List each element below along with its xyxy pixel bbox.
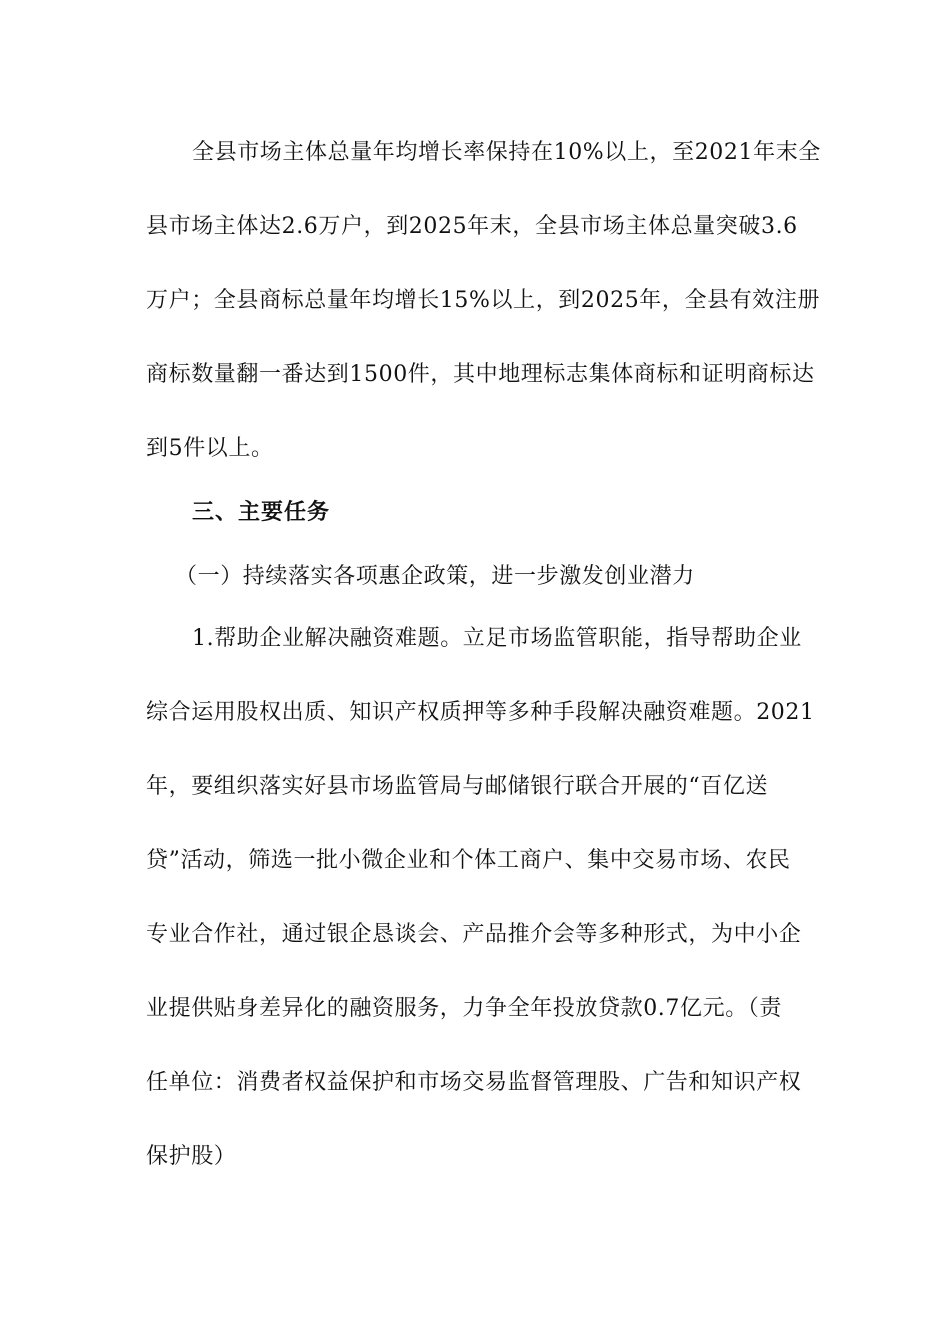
- paragraph-line: 任单位：消费者权益保护和市场交易监督管理股、广告和知识产权: [146, 1070, 802, 1095]
- paragraph-line: 贷”活动，筛选一批小微企业和个体工商户、集中交易市场、农民: [146, 848, 791, 873]
- paragraph-line: 保护股）: [146, 1144, 237, 1169]
- paragraph-line: 万户；全县商标总量年均增长15%以上，到2025年，全县有效注册: [146, 288, 821, 313]
- section-heading: 三、主要任务: [192, 500, 331, 525]
- paragraph-line: 县市场主体达2.6万户，到2025年末，全县市场主体总量突破3.6: [146, 214, 798, 239]
- paragraph-line: 到5件以上。: [146, 436, 274, 461]
- paragraph-line: 业提供贴身差异化的融资服务，力争全年投放贷款0.7亿元。（责: [146, 996, 782, 1021]
- paragraph-line: 专业合作社，通过银企恳谈会、产品推介会等多种形式，为中小企: [146, 922, 802, 947]
- paragraph-line: 商标数量翻一番达到1500件，其中地理标志集体商标和证明商标达: [146, 362, 815, 387]
- paragraph-line: 全县市场主体总量年均增长率保持在10%以上，至2021年末全: [192, 140, 821, 165]
- paragraph-line: 1.帮助企业解决融资难题。立足市场监管职能，指导帮助企业: [192, 626, 802, 651]
- paragraph-line: 综合运用股权出质、知识产权质押等多种手段解决融资难题。2021: [146, 700, 815, 725]
- paragraph-line: 年，要组织落实好县市场监管局与邮储银行联合开展的“百亿送: [146, 774, 769, 799]
- subsection-heading: （一）持续落实各项惠企政策，进一步激发创业潜力: [175, 564, 695, 589]
